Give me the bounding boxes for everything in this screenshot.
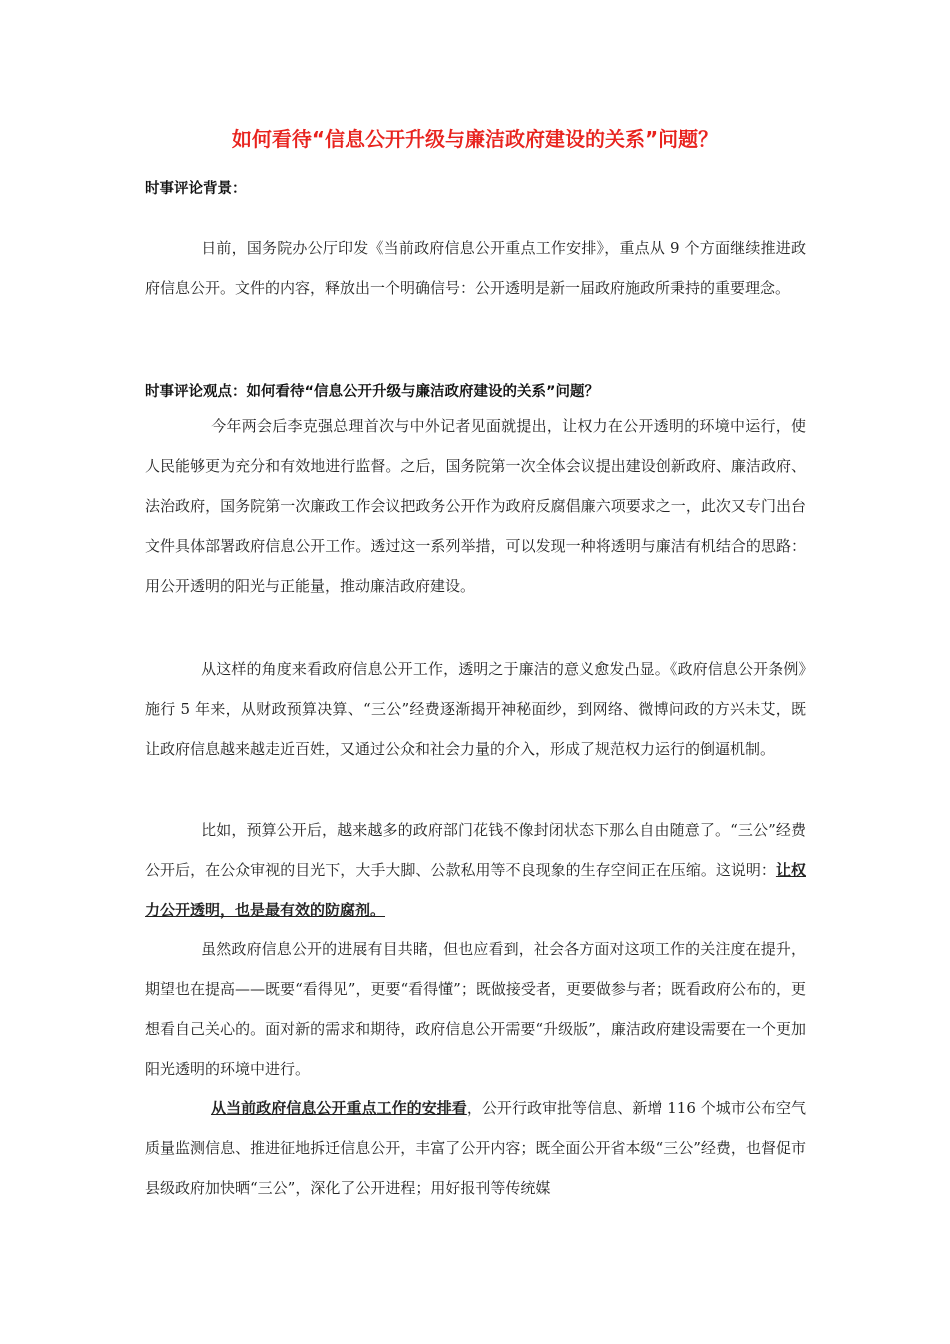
- paragraph-3-emphasis: 让权力公开透明，也是最有效的防腐剂。: [145, 861, 806, 919]
- background-paragraph: [145, 228, 806, 308]
- document-title: 如何看待“信息公开升级与廉洁政府建设的关系”问题？: [231, 127, 719, 151]
- paragraph-2: [145, 649, 806, 769]
- paragraph-3: [145, 810, 806, 930]
- paragraph-2-text: 从这样的角度来看政府信息公开工作，透明之于廉洁的意义愈发凸显。《政府信息公开条例》施行 5 年来，从财政预算决算、“三公”经费逐渐揭开神秘面纱，到网络、微博问政的方兴未艾，既让政府信息越来越走近百姓，又通过公众和社会力量的介入，形成了规范权力运行的倒逼机制。: [145, 660, 806, 758]
- paragraph-5-emphasis: 从当前政府信息公开重点工作的安排看: [211, 1099, 467, 1117]
- opinion-heading: 时事评论观点：如何看待“信息公开升级与廉洁政府建设的关系”问题？: [145, 384, 600, 400]
- paragraph-3-text: 比如，预算公开后，越来越多的政府部门花钱不像封闭状态下那么自由随意了。“三公”经费公开后，在公众审视的目光下，大手大脚、公款私用等不良现象的生存空间正在压缩。这说明：: [145, 821, 806, 879]
- background-paragraph-text: 日前，国务院办公厅印发《当前政府信息公开重点工作安排》，重点从 9 个方面继续推进政府信息公开。文件的内容，释放出一个明确信号：公开透明是新一届政府施政所秉持的重要理念。: [145, 239, 806, 297]
- paragraph-5: [145, 1088, 806, 1208]
- background-heading: 时事评论背景：: [145, 181, 247, 197]
- paragraph-4: [145, 929, 806, 1089]
- paragraph-5-text: ，公开行政审批等信息、新增 116 个城市公布空气质量监测信息、推进征地拆迁信息公开，丰富了公开内容；既全面公开省本级“三公”经费，也督促市县级政府加快晒“三公”，深化了公开进程；用好报刊等传统媒: [145, 1099, 806, 1197]
- paragraph-1-text: 今年两会后李克强总理首次与中外记者见面就提出，让权力在公开透明的环境中运行，使人民能够更为充分和有效地进行监督。之后，国务院第一次全体会议提出建设创新政府、廉洁政府、法治政府，国务院第一次廉政工作会议把政务公开作为政府反腐倡廉六项要求之一，此次又专门出台文件具体部署政府信息公开工作。透过这一系列举措，可以发现一种将透明与廉洁有机结合的思路：用公开透明的阳光与正能量，推动廉洁政府建设。: [145, 417, 806, 595]
- paragraph-4-text: 虽然政府信息公开的进展有目共睹，但也应看到，社会各方面对这项工作的关注度在提升，期望也在提高——既要“看得见”，更要“看得懂”；既做接受者，更要做参与者；既看政府公布的，更想看自己关心的。面对新的需求和期待，政府信息公开需要“升级版”，廉洁政府建设需要在一个更加阳光透明的环境中进行。: [145, 940, 806, 1078]
- paragraph-1: [145, 406, 806, 606]
